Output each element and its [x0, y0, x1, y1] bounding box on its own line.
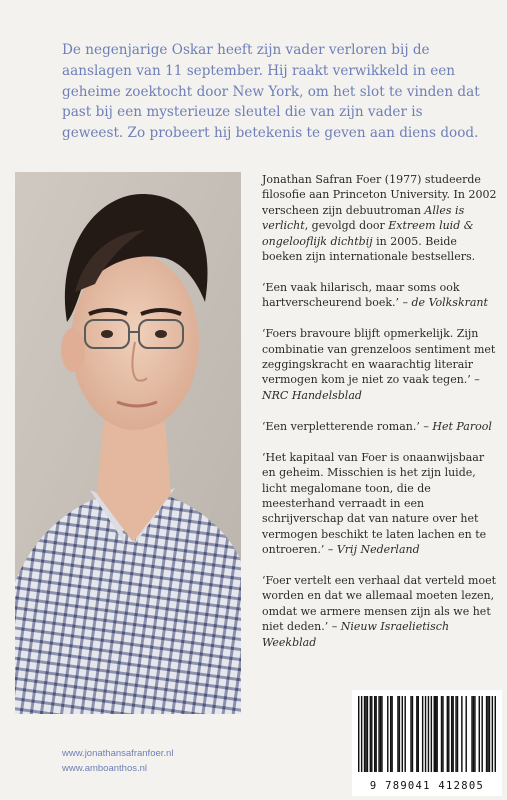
- book-title: Alles is verlicht: [262, 203, 465, 233]
- barcode-bar: [364, 696, 365, 772]
- barcode-bar: [380, 696, 381, 772]
- barcode-bar: [404, 696, 405, 772]
- review-source: de Volkskrant: [411, 296, 488, 310]
- barcode-bar: [441, 696, 442, 772]
- barcode-bar: [370, 696, 371, 772]
- barcode-bar: [473, 696, 474, 772]
- barcode-bar: [416, 696, 417, 772]
- author-bio: Jonathan Safran Foer (1977) studeerde filosofie aan Princeton University. In 2002 verscheen zijn debuutroman Alles is verlicht, gevolgd door Extreem luid & ongelooflijk dichtbij in 2005. Beide boeken zijn internationale bestsellers.: [262, 173, 497, 264]
- isbn-barcode: [352, 690, 502, 796]
- barcode-bar: [387, 696, 388, 772]
- barcode-bar: [402, 696, 403, 772]
- review-source: Het Parool: [432, 419, 492, 433]
- barcode-bar: [390, 696, 391, 772]
- barcode-bar: [486, 696, 487, 772]
- website-links: [62, 747, 173, 776]
- link-publisher-site[interactable]: www.amboanthos.nl: [62, 762, 148, 774]
- barcode-bar: [434, 696, 435, 772]
- barcode-bar: [399, 696, 400, 772]
- author-photo: [15, 172, 241, 714]
- barcode-bar: [461, 696, 462, 772]
- barcode-bar: [436, 696, 437, 772]
- barcode-bar: [374, 696, 375, 772]
- barcode-bars: [358, 696, 496, 772]
- barcode-bar: [481, 696, 482, 772]
- barcode-bar: [447, 696, 448, 772]
- back-cover-blurb: De negenjarige Oskar heeft zijn vader verloren bij de aanslagen van 11 september. Hij raakt verwikkeld in een geheime zoektocht door New York, om het slot te vinden dat past bij een mysterieuze sleutel die van zijn vader is geweest. Zo probeert hij betekenis te geven aan diens dood.: [62, 42, 480, 142]
- barcode-bar: [451, 696, 452, 772]
- review-quote: ‘Een vaak hilarisch, maar soms ook hartverscheurend boek.’ – de Volkskrant: [262, 280, 488, 310]
- barcode-bar: [474, 696, 475, 772]
- barcode-bar: [431, 696, 432, 772]
- isbn-number: 9 789041 412805: [369, 780, 485, 792]
- review-source: Nieuw Israelietisch Weekblad: [262, 620, 450, 649]
- barcode-bar: [361, 696, 362, 772]
- review-source: NRC Handelsblad: [262, 388, 362, 402]
- barcode-bar: [495, 696, 496, 772]
- barcode-bar: [457, 696, 458, 772]
- barcode-bar: [425, 696, 426, 772]
- link-author-site[interactable]: www.jonathansafranfoer.nl: [62, 748, 174, 759]
- review-quote: ‘Het kapitaal van Foer is onaanwijsbaar en geheim. Misschien is het zijn luide, licht megalomane toon, die de meesterhand verraadt in een schrijverschap dat van nature over het vermogen beschikt te laten lachen en te ontroeren.’ – Vrij Nederland: [262, 450, 487, 557]
- barcode-bar: [455, 696, 456, 772]
- barcode-bar: [365, 696, 366, 772]
- barcode-bar: [452, 696, 453, 772]
- review-quote: ‘Een verpletterende roman.’ – Het Parool: [262, 419, 492, 433]
- barcode-bar: [442, 696, 443, 772]
- barcode-bar: [422, 696, 423, 772]
- barcode-bar: [487, 696, 488, 772]
- barcode-bar: [412, 696, 413, 772]
- barcode-bar: [465, 696, 466, 772]
- barcode-bar: [391, 696, 392, 772]
- book-title: Extreem luid & ongelooflijk dichtbij: [262, 219, 474, 248]
- review-quote: ‘Foer vertelt een verhaal dat verteld moet worden en dat we allemaal moeten lezen, omdat we armere mensen zijn als we het niet deden.’ – Nieuw Israelietisch Weekblad: [262, 574, 497, 649]
- barcode-bar: [381, 696, 382, 772]
- barcode-bar: [418, 696, 419, 772]
- review-quote: ‘Foers bravoure blijft opmerkelijk. Zijn combinatie van grenzeloos sentiment met zeggingskracht en waarachtig literair vermogen kom je niet zo vaak tegen.’ – NRC Handelsblad: [262, 327, 496, 402]
- barcode-bar: [371, 696, 372, 772]
- barcode-bar: [435, 696, 436, 772]
- barcode-bar: [479, 696, 480, 772]
- barcode-bar: [471, 696, 472, 772]
- barcode-bar: [492, 696, 493, 772]
- barcode-bar: [367, 696, 368, 772]
- author-info-column: [262, 172, 498, 666]
- review-source: Vrij Nederland: [336, 543, 420, 557]
- barcode-bar: [397, 696, 398, 772]
- barcode-bar: [378, 696, 379, 772]
- barcode-bar: [358, 696, 359, 772]
- barcode-bar: [410, 696, 411, 772]
- barcode-bar: [375, 696, 376, 772]
- barcode-bar: [428, 696, 429, 772]
- barcode-bar: [489, 696, 490, 772]
- barcode-bar: [448, 696, 449, 772]
